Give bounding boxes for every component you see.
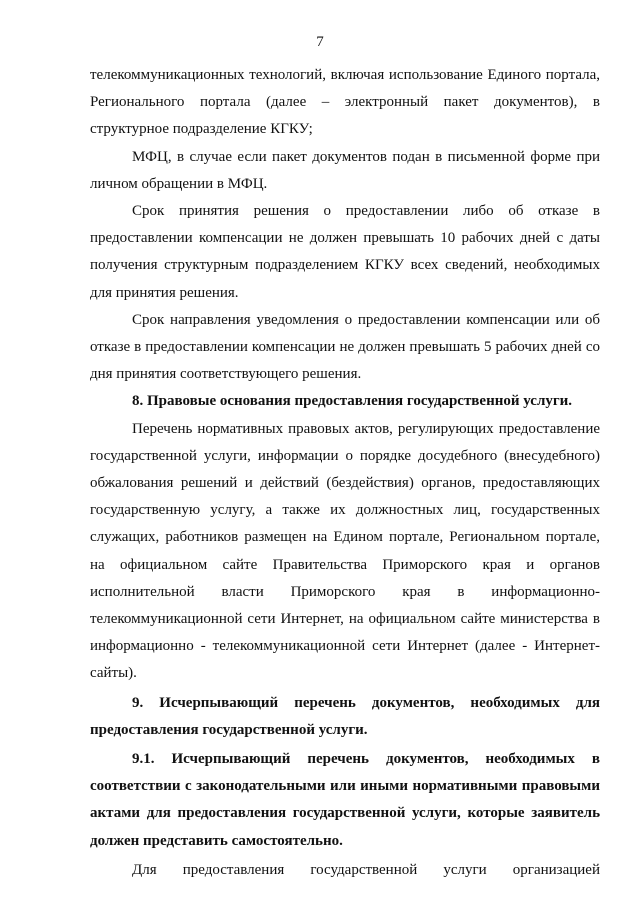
- paragraph-decision-term: Срок принятия решения о предоставлении либо об отказе в предоставлении компенсации не должен превышать 10 рабочих дней с даты получения структурным подразделением КГКУ всех сведений, необходимых для принятия решения.: [90, 203, 600, 301]
- paragraph-organization: Для предоставления государственной услуги организацией: [132, 861, 600, 878]
- paragraph-legal-acts: Перечень нормативных правовых актов, регулирующих предоставление государственной услуги, информации о порядке досудебного (внесудебного) обжалования решений и действий (бездействия) органов, предоставляющих государственную услугу, а также их должностных лиц, государственных служащих, работников размещен на Едином портале, Региональном портале, на официальном сайте Правительства Приморского края и органов исполнительной власти Приморского края в информационно-телекоммуникационной сети Интернет, на официальном сайте министерства в информационно - телекоммуникационной сети Интернет (далее - Интернет-сайты).: [90, 420, 600, 682]
- paragraph-mfc: МФЦ, в случае если пакет документов подан в письменной форме при личном обращении в МФЦ.: [90, 148, 600, 192]
- section-heading-9: 9. Исчерпывающий перечень документов, необходимых для предоставления государственной услуги.: [90, 694, 600, 738]
- document-body: [90, 62, 600, 884]
- paragraph-notification-term: Срок направления уведомления о предоставлении компенсации или об отказе в предоставлении компенсации не должен превышать 5 рабочих дней со дня принятия соответствующего решения.: [90, 311, 600, 383]
- page-number: 7: [316, 34, 324, 50]
- section-heading-9-1: 9.1. Исчерпывающий перечень документов, необходимых в соответствии с законодательными или иными нормативными правовыми актами для предоставления государственной услуги, которые заявитель должен представить самостоятельно.: [90, 751, 600, 849]
- paragraph-continuation: телекоммуникационных технологий, включая использование Единого портала, Регионального портала (далее – электронный пакет документов), в структурное подразделение КГКУ;: [90, 67, 600, 138]
- section-heading-8: 8. Правовые основания предоставления государственной услуги.: [132, 393, 573, 410]
